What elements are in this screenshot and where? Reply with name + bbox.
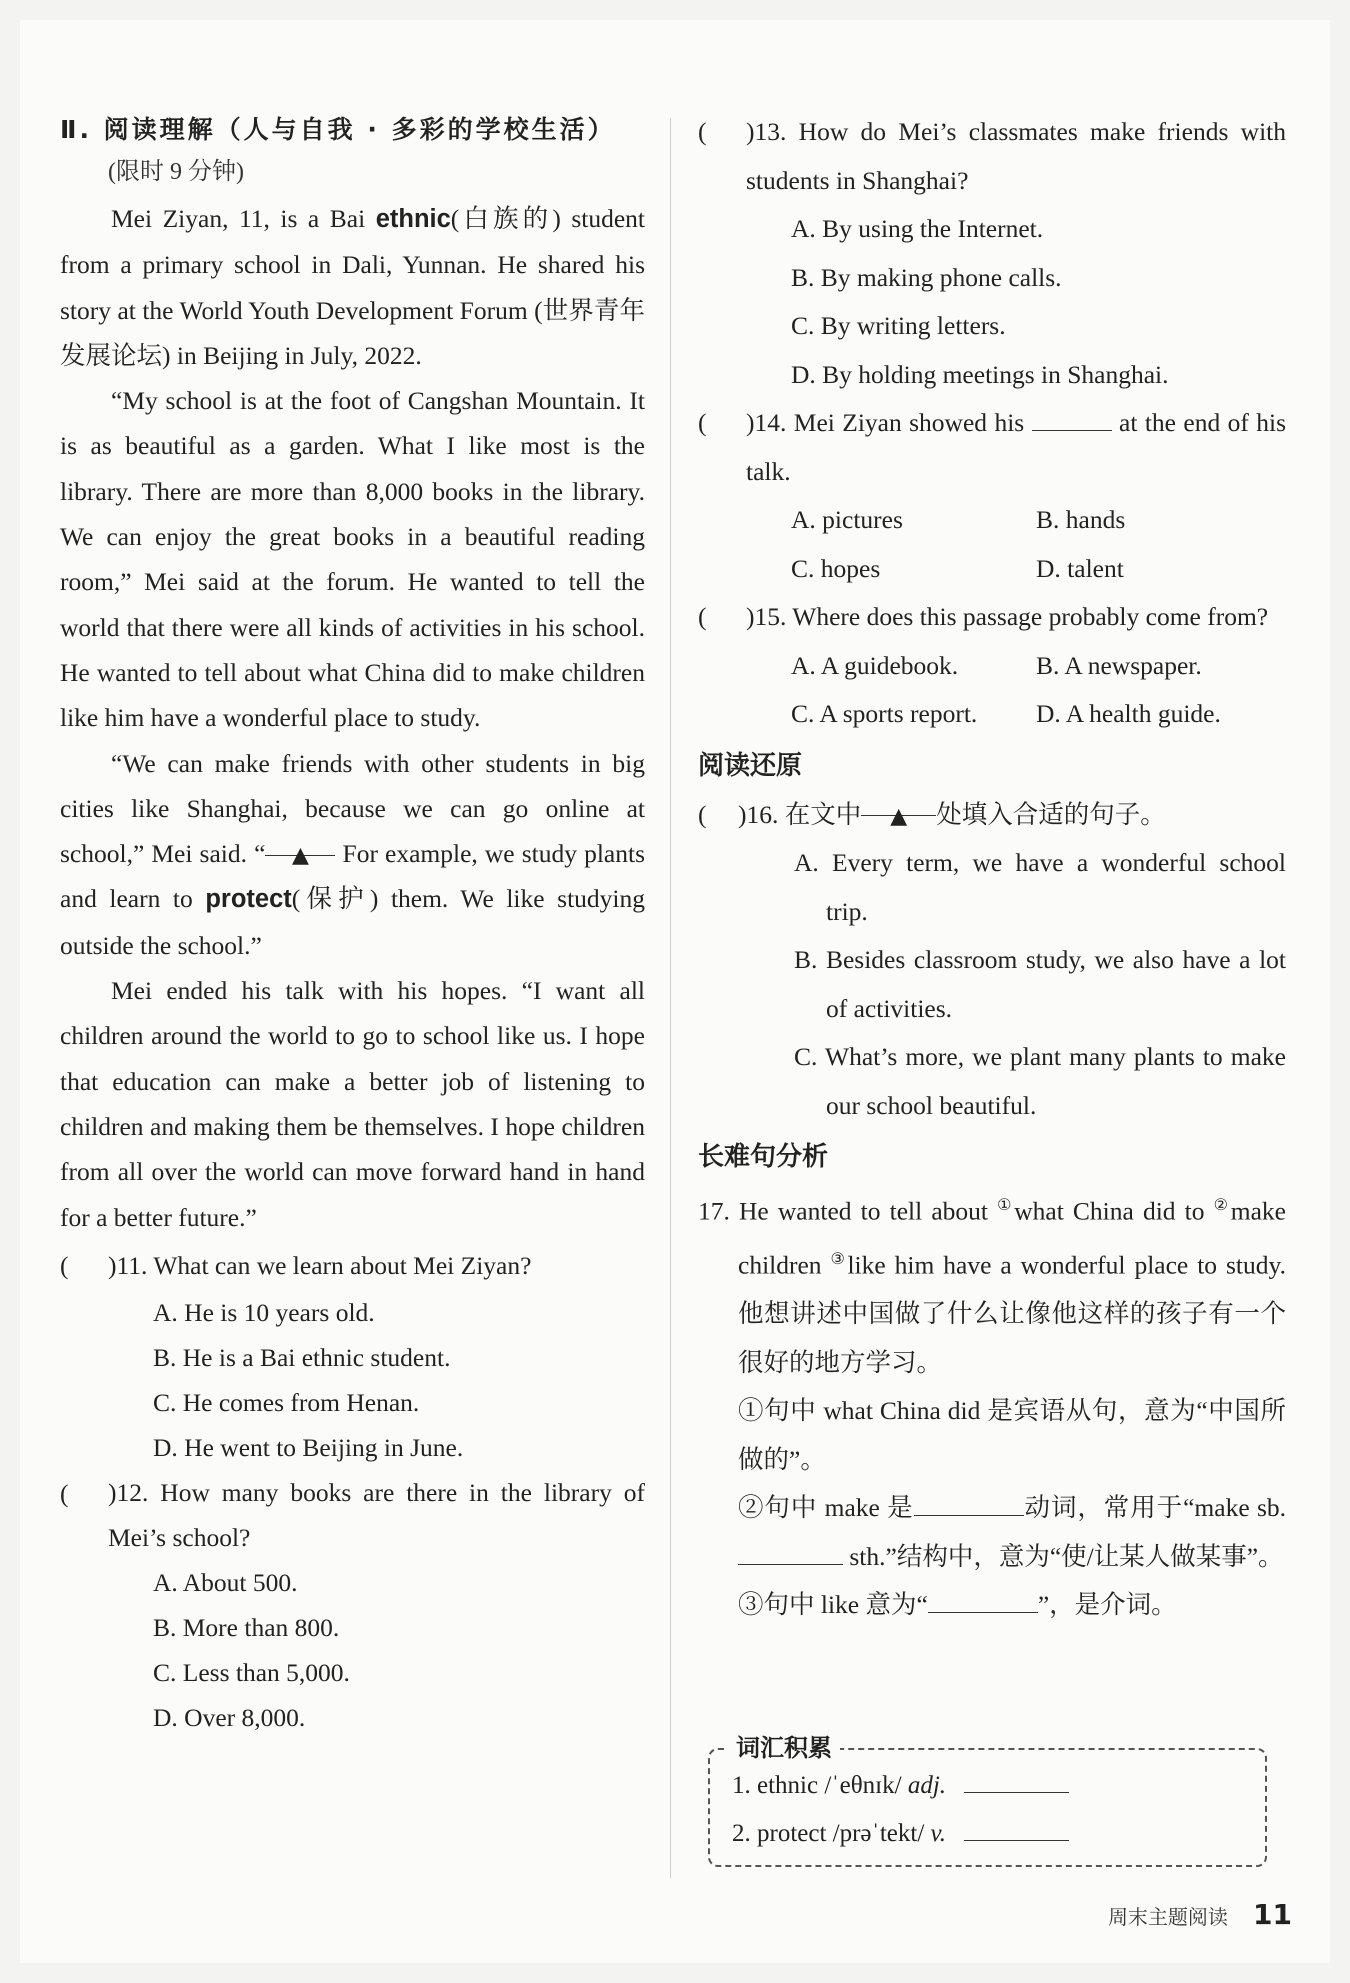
answer-paren[interactable]: ( — [60, 1250, 69, 1280]
answer-paren[interactable]: ( — [698, 602, 707, 631]
sentence-analysis — [698, 1182, 1286, 1630]
answer-blank[interactable] — [914, 1491, 1024, 1516]
stem-text-rest: 处填入合适的句子。 — [936, 799, 1166, 829]
p3-text: “We can make friends with other students in big cities like Shanghai, because we can go online at school,” Mei said. “ — [60, 748, 645, 869]
passage-paragraph-4: Mei ended his talk with his hopes. “I want all children around the world to go to school like us. I hope that education can make a better job of listening to children and making them be themselves. I hope children from all over the world can move forward hand in hand for a better future.” — [60, 976, 645, 1232]
option[interactable]: A. pictures — [791, 505, 903, 534]
question-15 — [698, 593, 1286, 642]
p1-text-rest: (白族的) student from a primary school in Dali, Yunnan. He shared his story at the World Youth Development Forum (世界青年发展论坛) in Beijing in July, 2022. — [60, 204, 645, 370]
option-text: C. What’s more, we plant many plants to make our school beautiful. — [794, 1042, 1286, 1120]
question-stem: )12. How many books are there in the library of Mei’s school? — [108, 1478, 645, 1553]
option[interactable]: A. By using the Internet. — [791, 214, 1044, 243]
answer-paren[interactable]: ( — [698, 799, 707, 829]
option[interactable]: D. talent — [1036, 553, 1124, 583]
option[interactable]: C. He comes from Henan. — [153, 1388, 420, 1418]
vocab-item-2 — [732, 1816, 1069, 1848]
option[interactable]: B. By making phone calls. — [791, 262, 1062, 292]
option[interactable] — [698, 1033, 1286, 1130]
vocabulary-box — [708, 1734, 1267, 1867]
keyword-protect: protect — [205, 885, 292, 914]
book-name: 周末主题阅读 — [1107, 1905, 1228, 1929]
option[interactable]: D. A health guide. — [1036, 699, 1221, 728]
note-text: sth.”结构中，意为“使/让某人做某事”。 — [849, 1541, 1284, 1571]
option[interactable]: C. By writing letters. — [791, 311, 1006, 340]
option[interactable]: B. He is a Bai ethnic student. — [153, 1343, 451, 1373]
answer-blank[interactable] — [964, 1768, 1069, 1793]
section-title: Ⅱ. 阅读理解（人与自我 · 多彩的学校生活） — [60, 115, 616, 144]
time-limit: (限时 9 分钟) — [108, 159, 244, 185]
p1-text: Mei Ziyan, 11, is a Bai — [111, 204, 376, 233]
circled-number: ② — [1213, 1197, 1231, 1214]
vocabulary-title: 词汇积累 — [728, 1728, 840, 1763]
answer-paren[interactable]: ( — [698, 408, 707, 437]
analysis-sentence — [698, 1182, 1286, 1387]
question-11 — [60, 1242, 645, 1291]
option[interactable]: D. By holding meetings in Shanghai. — [791, 359, 1169, 389]
passage-paragraph-2: “My school is at the foot of Cangshan Mountain. It is as beautiful as a garden. What I like most is the library. There are more than 8,000 books in the library. We can enjoy the great books in a beautiful reading room,” Mei said at the forum. He wanted to tell the world that there were all kinds of activities in his school. He wanted to tell about what China did to make children like him have a wonderful place to study. — [60, 386, 645, 733]
answer-blank[interactable] — [928, 1588, 1038, 1613]
note-3 — [698, 1581, 1286, 1630]
option[interactable]: C. Less than 5,000. — [153, 1658, 350, 1688]
question-12 — [60, 1470, 645, 1560]
answer-blank[interactable] — [964, 1816, 1069, 1841]
option[interactable]: C. A sports report. — [791, 699, 978, 728]
note-text: ②句中 make 是 — [738, 1493, 914, 1522]
answer-blank-marker — [861, 791, 936, 829]
answer-paren[interactable]: ( — [60, 1479, 69, 1509]
passage-paragraph-3 — [60, 741, 645, 968]
question-16 — [698, 791, 1286, 840]
column-divider — [670, 118, 671, 1878]
sentence-text: make children — [738, 1196, 1286, 1280]
question-stem — [698, 399, 1286, 496]
restore-heading: 阅读还原 — [698, 750, 803, 781]
stem-text-rest: at the end of his talk. — [746, 408, 1286, 486]
answer-blank[interactable] — [738, 1540, 843, 1565]
question-stem: )11. What can we learn about Mei Ziyan? — [108, 1250, 532, 1280]
option[interactable]: A. About 500. — [153, 1568, 298, 1598]
p3-text-rest: (保护) them. We like studying outside the school.” — [60, 884, 645, 960]
stem-text: )16. 在文中 — [738, 799, 862, 829]
answer-blank-marker[interactable] — [265, 831, 335, 869]
circled-number: ① — [997, 1197, 1015, 1214]
option-text: A. Every term, we have a wonderful school trip. — [794, 848, 1286, 926]
option[interactable]: D. He went to Beijing in June. — [153, 1433, 464, 1463]
option-row — [698, 496, 1286, 545]
part-of-speech: adj. — [907, 1772, 947, 1799]
option[interactable] — [698, 936, 1286, 1033]
analysis-heading: 长难句分析 — [698, 1142, 829, 1172]
page-footer — [1108, 1898, 1292, 1931]
page-number: 11 — [1253, 1898, 1292, 1931]
option[interactable]: B. A newspaper. — [1036, 650, 1202, 680]
option[interactable]: B. More than 800. — [153, 1613, 340, 1643]
option[interactable]: C. hopes — [791, 553, 881, 583]
note-text: ③句中 like 意为“ — [738, 1590, 928, 1619]
option[interactable] — [698, 839, 1286, 936]
circled-number: ③ — [830, 1251, 848, 1268]
sentence-text: what China did to — [1014, 1196, 1214, 1226]
option[interactable]: A. A guidebook. — [791, 650, 959, 680]
note-1: ①句中 what China did 是宾语从句，意为“中国所做的”。 — [738, 1396, 1286, 1474]
vocab-word: 2. protect /prəˈtekt/ — [732, 1820, 931, 1847]
note-2 — [698, 1484, 1286, 1581]
right-column — [698, 108, 1286, 1630]
keyword-ethnic: ethnic — [375, 205, 451, 233]
triangle-icon: ▲ — [291, 843, 309, 869]
sentence-text: 17. He wanted to tell about — [698, 1196, 998, 1226]
option-row — [698, 642, 1286, 691]
question-stem — [698, 791, 1286, 840]
option-row — [698, 545, 1286, 594]
question-13 — [698, 108, 1286, 205]
answer-paren[interactable]: ( — [698, 117, 707, 146]
option[interactable]: B. hands — [1036, 505, 1126, 534]
note-text: ”，是介词。 — [1037, 1590, 1177, 1619]
option[interactable]: D. Over 8,000. — [153, 1703, 306, 1733]
option-row — [698, 690, 1286, 739]
option[interactable]: A. He is 10 years old. — [153, 1298, 375, 1328]
option-text: B. Besides classroom study, we also have a lot of activities. — [794, 945, 1286, 1023]
sentence-text: like him have a wonderful place to study. 他想讲述中国做了什么让像他这样的孩子有一个很好的地方学习。 — [738, 1250, 1286, 1377]
answer-blank[interactable] — [1032, 406, 1112, 431]
question-14 — [698, 399, 1286, 496]
vocab-item-1 — [732, 1768, 1069, 1800]
triangle-icon: ▲ — [890, 803, 908, 829]
question-stem: )13. How do Mei’s classmates make friends with students in Shanghai? — [746, 117, 1286, 195]
question-stem: )15. Where does this passage probably come from? — [746, 602, 1269, 631]
left-column — [60, 108, 645, 1740]
passage-paragraph-1 — [60, 196, 645, 378]
note-text: 动词，常用于“make sb. — [1023, 1493, 1286, 1522]
vocab-word: 1. ethnic /ˈeθnɪk/ — [732, 1772, 908, 1799]
part-of-speech: v. — [930, 1820, 947, 1847]
stem-text: )14. Mei Ziyan showed his — [746, 408, 1032, 437]
p3-text-mid: For example, we study plants and learn to — [60, 839, 645, 914]
